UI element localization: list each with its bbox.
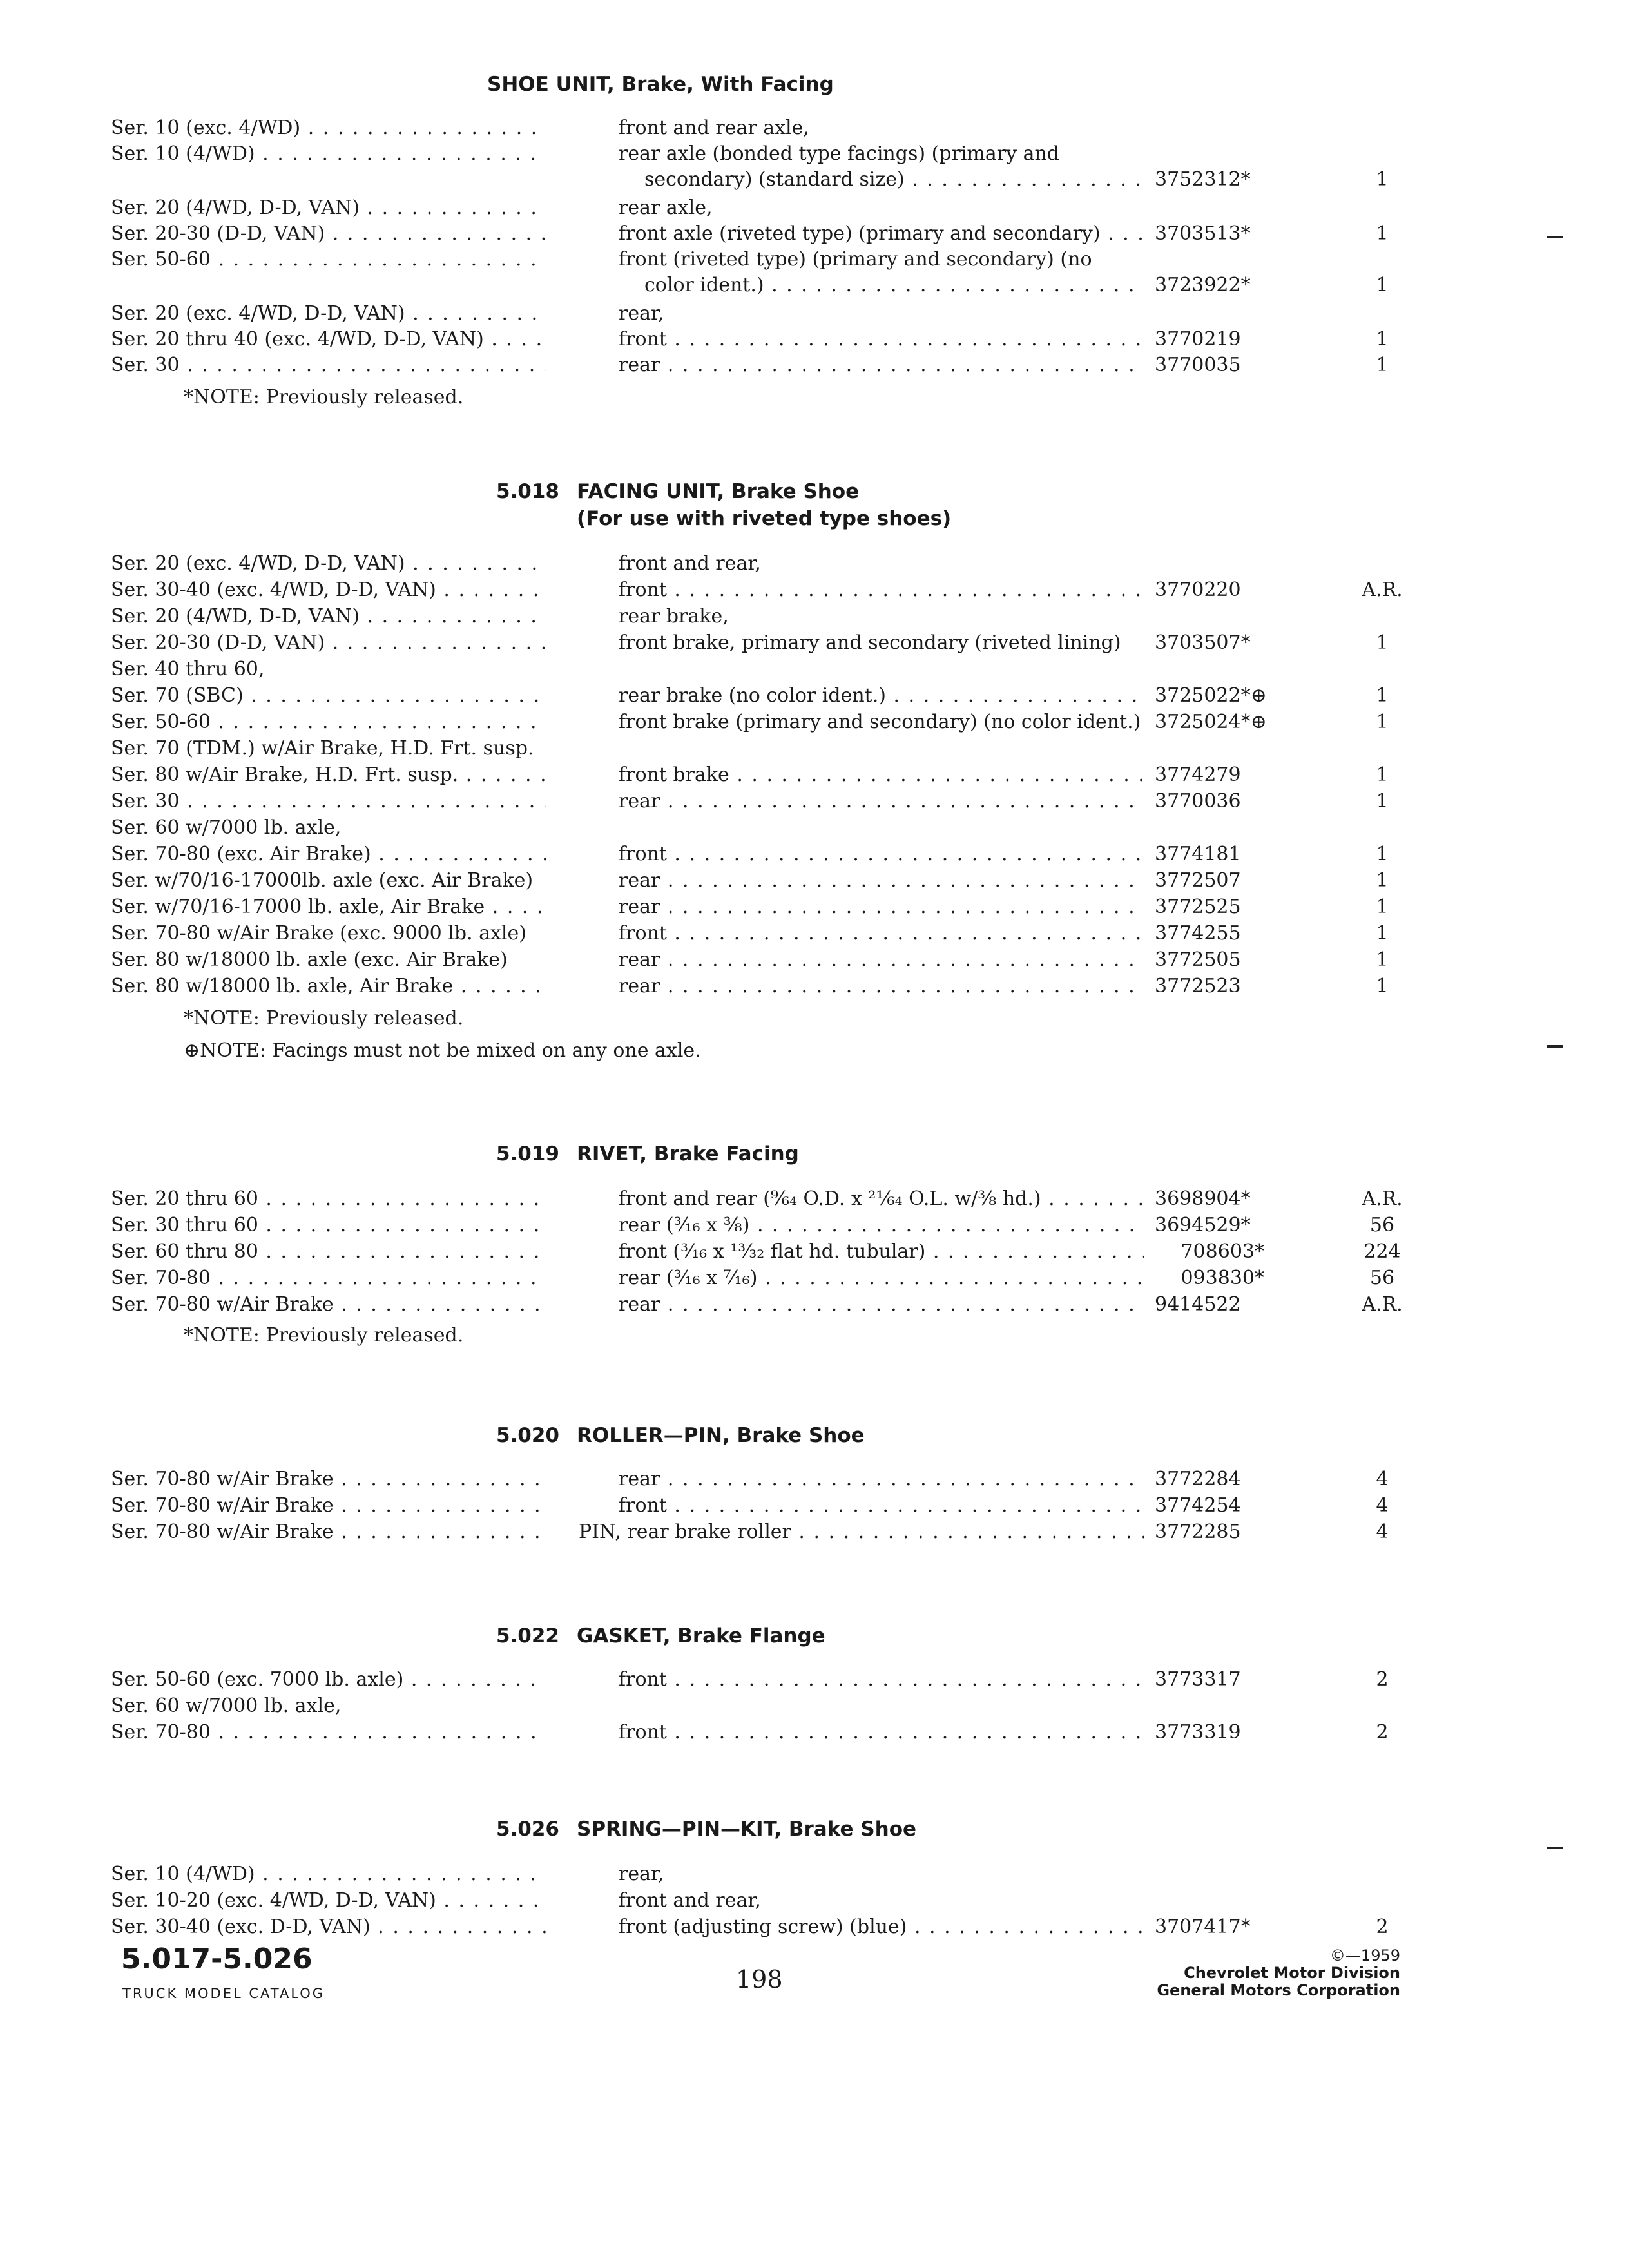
model-cell: Ser. 10 (4/WD) . . .: [111, 140, 546, 168]
model-cell: Ser. 20 (4/WD, D-D, VAN) . . .: [111, 603, 546, 630]
part-number: 3770219: [1155, 328, 1241, 351]
description-cell: front brake . . .: [619, 762, 1144, 789]
quantity: 1: [1376, 896, 1389, 918]
margin-mark: [1547, 1045, 1563, 1048]
description-cell: rear . . .: [619, 973, 1144, 1000]
parts-row: [0, 973, 1629, 1000]
section-number: 5.020: [496, 1424, 559, 1447]
model-cell: Ser. 20 thru 40 (exc. 4/WD, D-D, VAN) . . .: [111, 326, 546, 353]
description-cell: rear,: [619, 302, 664, 325]
description-cell: front . . .: [619, 577, 1144, 604]
parts-row: [0, 550, 1629, 577]
section-title: FACING UNIT, Brake Shoe: [577, 480, 860, 503]
section-number: 5.022: [496, 1624, 559, 1648]
parts-row: [0, 814, 1629, 841]
model-cell: Ser. 50-60 (exc. 7000 lb. axle) . . .: [111, 1666, 546, 1693]
description-cell: rear axle (bonded type facings) (primary and: [619, 142, 1059, 165]
model-cell: Ser. 30-40 (exc. 4/WD, D-D, VAN) . . .: [111, 577, 546, 604]
model-cell: Ser. 70-80 w/Air Brake . . .: [111, 1291, 546, 1318]
margin-mark: [1547, 1847, 1563, 1849]
quantity: 56: [1369, 1267, 1395, 1289]
part-number: 3772523: [1155, 975, 1241, 997]
parts-row: [0, 300, 1629, 327]
parts-row: [0, 1519, 1629, 1546]
model-cell: Ser. 80 w/Air Brake, H.D. Frt. susp. . . .: [111, 762, 546, 789]
part-number: 9414522: [1155, 1293, 1241, 1316]
section-title: SHOE UNIT, Brake, With Facing: [487, 73, 834, 96]
parts-row: [0, 246, 1629, 273]
section-title: GASKET, Brake Flange: [577, 1624, 825, 1648]
description-cell: front . . .: [619, 326, 1144, 353]
model-cell: Ser. 70-80 (exc. Air Brake) . . .: [111, 841, 546, 868]
model-cell: Ser. 20 (4/WD, D-D, VAN) . . .: [111, 195, 546, 222]
description-cell: rear . . .: [619, 352, 1144, 379]
part-number: 3774255: [1155, 922, 1241, 945]
quantity: A.R.: [1362, 1187, 1403, 1210]
quantity: 1: [1376, 354, 1389, 376]
quantity: A.R.: [1362, 1293, 1403, 1316]
quantity: 1: [1376, 764, 1389, 786]
model-cell: Ser. 10-20 (exc. 4/WD, D-D, VAN) . . .: [111, 1887, 546, 1914]
division-name: Chevrolet Motor Division: [1184, 1964, 1400, 1982]
model-cell: Ser. 20-30 (D-D, VAN) . . .: [111, 629, 546, 657]
description-cell: front . . .: [619, 920, 1144, 947]
section-number: 5.018: [496, 480, 559, 503]
parts-row: [0, 1693, 1629, 1720]
part-number: 3694529*: [1155, 1214, 1251, 1236]
parts-row: [0, 682, 1629, 709]
description-cell: secondary) (standard size) . . .: [644, 166, 1144, 193]
model-cell: Ser. 70 (TDM.) w/Air Brake, H.D. Frt. susp.: [111, 737, 534, 760]
footnote: ⊕NOTE: Facings must not be mixed on any one axle.: [184, 1039, 701, 1062]
model-cell: Ser. 80 w/18000 lb. axle, Air Brake . . .: [111, 973, 546, 1000]
description-cell: rear . . .: [619, 867, 1144, 894]
quantity: 1: [1376, 274, 1389, 296]
margin-mark: [1547, 236, 1563, 238]
quantity: 1: [1376, 948, 1389, 971]
model-cell: Ser. 20-30 (D-D, VAN) . . .: [111, 220, 546, 247]
model-cell: Ser. 30 . . .: [111, 788, 546, 815]
quantity: 1: [1376, 922, 1389, 945]
description-cell: rear . . .: [619, 1466, 1144, 1493]
parts-row: [0, 603, 1629, 630]
model-cell: Ser. 30 . . .: [111, 352, 546, 379]
model-cell: Ser. 30-40 (exc. D-D, VAN) . . .: [111, 1914, 546, 1941]
quantity: 4: [1376, 1521, 1389, 1543]
model-cell: Ser. 70-80 . . .: [111, 1719, 546, 1746]
model-cell: Ser. 70-80 w/Air Brake . . .: [111, 1519, 546, 1546]
description-cell: front (riveted type) (primary and secondary) (no: [619, 248, 1092, 271]
part-number: 3770036: [1155, 790, 1241, 812]
part-number: 3770220: [1155, 579, 1241, 601]
parts-row: [0, 1238, 1629, 1265]
model-cell: Ser. 70 (SBC) . . .: [111, 682, 546, 709]
model-cell: Ser. 60 w/7000 lb. axle,: [111, 816, 342, 839]
part-number: 3703513*: [1155, 222, 1251, 245]
description-cell: front brake, primary and secondary (riveted lining): [619, 631, 1121, 654]
model-cell: Ser. 30 thru 60 . . .: [111, 1212, 546, 1239]
quantity: 1: [1376, 631, 1389, 654]
description-cell: color ident.) . . .: [644, 272, 1144, 299]
description-cell: front . . .: [619, 841, 1144, 868]
quantity: 2: [1376, 1668, 1389, 1691]
footer-publisher: [1157, 1947, 1400, 1999]
parts-row: [0, 1861, 1629, 1888]
parts-row: [0, 1666, 1629, 1693]
section-subtitle: (For use with riveted type shoes): [577, 507, 952, 530]
description-cell: rear brake (no color ident.) . . .: [619, 682, 1144, 709]
parts-row: [0, 326, 1629, 353]
parts-row: [0, 1719, 1629, 1746]
parts-row: [0, 1466, 1629, 1493]
parts-row: [0, 220, 1629, 247]
part-number: 3772505: [1155, 948, 1241, 971]
description-cell: rear . . .: [619, 947, 1144, 974]
description-cell: front axle (riveted type) (primary and secondary) . . .: [619, 220, 1144, 247]
part-number: 3773319: [1155, 1721, 1241, 1744]
description-cell: PIN, rear brake roller . . .: [579, 1519, 1144, 1546]
page-number: 198: [736, 1965, 783, 1994]
quantity: 4: [1376, 1468, 1389, 1490]
parts-row: [0, 1492, 1629, 1519]
description-cell: front and rear axle,: [619, 117, 809, 139]
part-number: 3772284: [1155, 1468, 1241, 1490]
part-number: 3707417*: [1155, 1916, 1251, 1938]
quantity: 1: [1376, 684, 1389, 707]
model-cell: Ser. 50-60 . . .: [111, 709, 546, 736]
parts-row: [0, 1887, 1629, 1914]
description-cell: rear,: [619, 1863, 664, 1885]
footer-section-range: 5.017-5.026: [121, 1943, 313, 1975]
model-cell: Ser. 10 (4/WD) . . .: [111, 1861, 546, 1888]
parts-row: [0, 1212, 1629, 1239]
description-cell: front and rear,: [619, 1889, 761, 1912]
model-cell: Ser. 70-80 w/Air Brake (exc. 9000 lb. axle): [111, 922, 526, 945]
model-cell: Ser. 70-80 . . .: [111, 1265, 546, 1292]
quantity: 1: [1376, 222, 1389, 245]
parts-row: [0, 195, 1629, 222]
part-number: 3772285: [1155, 1521, 1241, 1543]
parts-row: [0, 352, 1629, 379]
parts-row: [0, 735, 1629, 762]
parts-row: [0, 920, 1629, 947]
model-cell: Ser. 20 (exc. 4/WD, D-D, VAN) . . .: [111, 550, 546, 577]
quantity: 4: [1376, 1494, 1389, 1517]
parts-row: [0, 140, 1629, 168]
part-number: 3725022*⊕: [1155, 684, 1267, 707]
model-cell: Ser. 70-80 w/Air Brake . . .: [111, 1492, 546, 1519]
model-cell: Ser. w/70/16-17000 lb. axle, Air Brake . . .: [111, 894, 546, 921]
parts-row: [0, 629, 1629, 657]
model-cell: Ser. 10 (exc. 4/WD) . . .: [111, 115, 546, 142]
parts-row: [0, 1265, 1629, 1292]
quantity: 2: [1376, 1916, 1389, 1938]
parts-row: [0, 1914, 1629, 1941]
footnote: *NOTE: Previously released.: [184, 386, 464, 408]
part-number: 3774181: [1155, 843, 1241, 865]
parts-row: [0, 762, 1629, 789]
quantity: A.R.: [1362, 579, 1403, 601]
description-cell: front . . .: [619, 1666, 1144, 1693]
quantity: 224: [1364, 1240, 1401, 1263]
model-cell: Ser. 50-60 . . .: [111, 246, 546, 273]
description-cell: front (adjusting screw) (blue) . . .: [619, 1914, 1144, 1941]
parts-row: [0, 656, 1629, 683]
corporation-name: General Motors Corporation: [1157, 1981, 1400, 1999]
model-cell: Ser. w/70/16-17000lb. axle (exc. Air Brake): [111, 869, 534, 892]
part-number: 3752312*: [1155, 168, 1251, 191]
part-number: 708603*: [1181, 1240, 1264, 1263]
description-cell: rear . . .: [619, 1291, 1144, 1318]
model-cell: Ser. 20 (exc. 4/WD, D-D, VAN) . . .: [111, 300, 546, 327]
quantity: 1: [1376, 168, 1389, 191]
copyright: ©—1959: [1329, 1946, 1400, 1965]
parts-row: [0, 1291, 1629, 1318]
parts-row: [0, 841, 1629, 868]
description-cell: rear (³⁄₁₆ x ⁷⁄₁₆) . . .: [619, 1265, 1144, 1292]
description-cell: front and rear (⁹⁄₆₄ O.D. x ²¹⁄₆₄ O.L. w/³⁄₈ hd.) . . .: [619, 1186, 1144, 1213]
section-number: 5.019: [496, 1142, 559, 1166]
parts-row: [0, 1186, 1629, 1213]
description-cell: front . . .: [619, 1719, 1144, 1746]
footer-catalog-name: TRUCK MODEL CATALOG: [122, 1986, 325, 2001]
description-cell: rear brake,: [619, 605, 729, 628]
part-number: 3773317: [1155, 1668, 1241, 1691]
parts-row: [0, 115, 1629, 142]
quantity: 2: [1376, 1721, 1389, 1744]
section-title: RIVET, Brake Facing: [577, 1142, 799, 1166]
parts-row: [0, 166, 1629, 193]
model-cell: Ser. 60 w/7000 lb. axle,: [111, 1695, 342, 1717]
model-cell: Ser. 20 thru 60 . . .: [111, 1186, 546, 1213]
quantity: 1: [1376, 843, 1389, 865]
part-number: 3774254: [1155, 1494, 1241, 1517]
footnote: *NOTE: Previously released.: [184, 1007, 464, 1030]
parts-row: [0, 894, 1629, 921]
model-cell: Ser. 70-80 w/Air Brake . . .: [111, 1466, 546, 1493]
description-cell: front and rear,: [619, 552, 761, 575]
quantity: 1: [1376, 975, 1389, 997]
parts-row: [0, 947, 1629, 974]
section-title: ROLLER—PIN, Brake Shoe: [577, 1424, 865, 1447]
part-number: 3723922*: [1155, 274, 1251, 296]
section-title: SPRING—PIN—KIT, Brake Shoe: [577, 1818, 917, 1841]
part-number: 3698904*: [1155, 1187, 1251, 1210]
description-cell: rear . . .: [619, 894, 1144, 921]
part-number: 3772525: [1155, 896, 1241, 918]
parts-row: [0, 272, 1629, 299]
quantity: 1: [1376, 328, 1389, 351]
part-number: 3725024*⊕: [1155, 711, 1267, 733]
quantity: 1: [1376, 869, 1389, 892]
part-number: 3772507: [1155, 869, 1241, 892]
quantity: 1: [1376, 711, 1389, 733]
description-cell: rear (³⁄₁₆ x ³⁄₈) . . .: [619, 1212, 1144, 1239]
part-number: 093830*: [1181, 1267, 1264, 1289]
description-cell: front (³⁄₁₆ x ¹³⁄₃₂ flat hd. tubular) . . .: [619, 1238, 1144, 1265]
model-cell: Ser. 40 thru 60,: [111, 658, 265, 680]
model-cell: Ser. 60 thru 80 . . .: [111, 1238, 546, 1265]
footnote: *NOTE: Previously released.: [184, 1324, 464, 1347]
description-cell: rear axle,: [619, 197, 713, 219]
quantity: 56: [1369, 1214, 1395, 1236]
part-number: 3774279: [1155, 764, 1241, 786]
description-cell: front brake (primary and secondary) (no color ident.): [619, 711, 1141, 733]
quantity: 1: [1376, 790, 1389, 812]
part-number: 3770035: [1155, 354, 1241, 376]
section-number: 5.026: [496, 1818, 559, 1841]
parts-row: [0, 788, 1629, 815]
description-cell: front . . .: [619, 1492, 1144, 1519]
parts-row: [0, 709, 1629, 736]
parts-row: [0, 867, 1629, 894]
parts-row: [0, 577, 1629, 604]
part-number: 3703507*: [1155, 631, 1251, 654]
model-cell: Ser. 80 w/18000 lb. axle (exc. Air Brake): [111, 948, 508, 971]
description-cell: rear . . .: [619, 788, 1144, 815]
